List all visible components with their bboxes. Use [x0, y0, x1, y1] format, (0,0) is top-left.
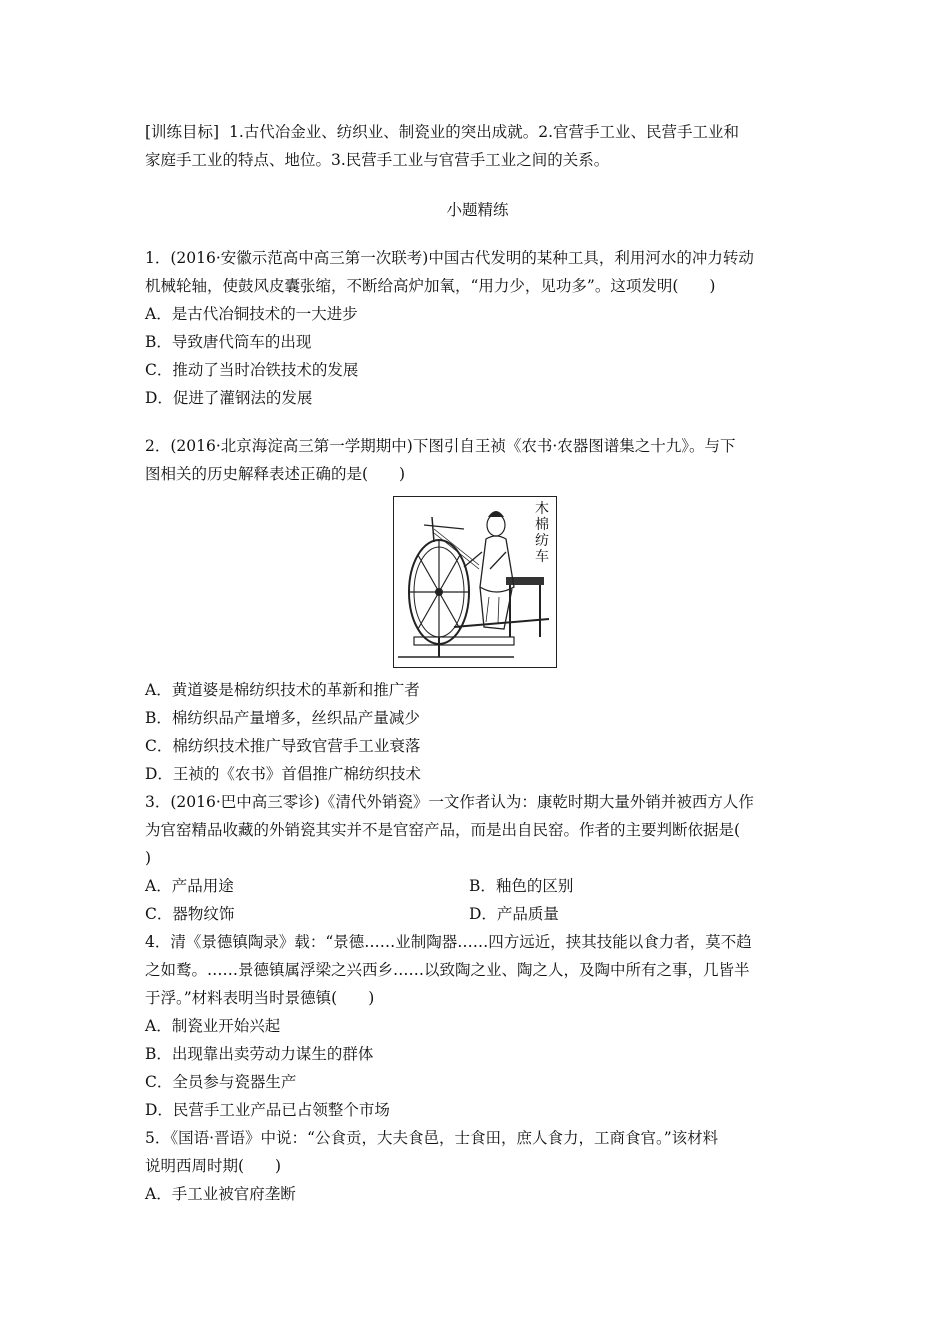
question-stem-line: 图相关的历史解释表述正确的是( ) [145, 465, 406, 483]
question-stem-line: 1．(2016·安徽示范高中高三第一次联考)中国古代发明的某种工具，利用河水的冲力转动 [145, 249, 754, 267]
document-page [145, 118, 810, 1208]
goal-label: [训练目标] [145, 123, 220, 141]
section-title: 小题精练 [446, 201, 509, 219]
question-stem-line: 之如鹜。……景德镇属浮梁之兴西乡……以致陶之业、陶之人，及陶中所有之事，几皆半 [145, 961, 750, 979]
training-goal [145, 118, 810, 174]
question-5 [145, 1124, 810, 1208]
spinning-wheel-illustration [393, 496, 557, 668]
question-stem-line: 5．《国语·晋语》中说：“公食贡，大夫食邑，士食田，庶人食力，工商食官。”该材料 [145, 1129, 719, 1147]
option-c[interactable]: C．器物纹饰 [145, 905, 235, 923]
option-b[interactable]: B．釉色的区别 [469, 877, 574, 895]
option-a[interactable]: A．产品用途 [145, 877, 234, 895]
question-stem-line: 说明西周时期( ) [145, 1157, 282, 1175]
option-c[interactable]: C．全员参与瓷器生产 [145, 1073, 297, 1091]
question-stem-line: 4．清《景德镇陶录》载：“景德……业制陶器……四方远近，挟其技能以食力者，莫不趋 [145, 933, 752, 951]
option-d[interactable]: D．促进了灌钢法的发展 [145, 389, 313, 407]
option-b[interactable]: B．出现靠出卖劳动力谋生的群体 [145, 1045, 374, 1063]
option-a[interactable]: A．黄道婆是棉纺织技术的革新和推广者 [145, 681, 420, 699]
option-a[interactable]: A．是古代冶铜技术的一大进步 [145, 305, 358, 323]
figure-caption: 木 棉 纺 车 [535, 501, 549, 565]
option-a[interactable]: A．手工业被官府垄断 [145, 1185, 296, 1203]
option-a[interactable]: A．制瓷业开始兴起 [145, 1017, 281, 1035]
goal-text-line2: 家庭手工业的特点、地位。3.民营手工业与官营手工业之间的关系。 [145, 151, 610, 169]
option-b[interactable]: B．导致唐代筒车的出现 [145, 333, 312, 351]
question-4 [145, 928, 810, 1124]
question-stem-line: 于浮。”材料表明当时景德镇( ) [145, 989, 375, 1007]
option-b[interactable]: B．棉纺织品产量增多，丝织品产量减少 [145, 709, 420, 727]
spinning-wheel-drawing [394, 497, 556, 667]
question-3 [145, 788, 810, 928]
question-stem-line: 3．(2016·巴中高三零诊)《清代外销瓷》一文作者认为：康乾时期大量外销并被西方人作 [145, 793, 754, 811]
question-stem-line: 2．(2016·北京海淀高三第一学期期中)下图引自王祯《农书·农器图谱集之十九》。与下 [145, 437, 736, 455]
question-stem-line: ) [145, 849, 152, 867]
option-d[interactable]: D．产品质量 [469, 905, 559, 923]
goal-text-line1: 1.古代冶金业、纺织业、制瓷业的突出成就。2.官营手工业、民营手工业和 [228, 123, 740, 141]
question-stem-line: 为官窑精品收藏的外销瓷其实并不是官窑产品，而是出自民窑。作者的主要判断依据是( [145, 821, 741, 839]
option-d[interactable]: D．王祯的《农书》首倡推广棉纺织技术 [145, 765, 421, 783]
question-1 [145, 244, 810, 412]
option-d[interactable]: D．民营手工业产品已占领整个市场 [145, 1101, 390, 1119]
option-c[interactable]: C．棉纺织技术推广导致官营手工业衰落 [145, 737, 421, 755]
option-c[interactable]: C．推动了当时冶铁技术的发展 [145, 361, 359, 379]
question-stem-line: 机械轮轴，使鼓风皮囊张缩，不断给高炉加氧，“用力少，见功多”。这项发明( ) [145, 277, 716, 295]
question-2 [145, 432, 810, 788]
